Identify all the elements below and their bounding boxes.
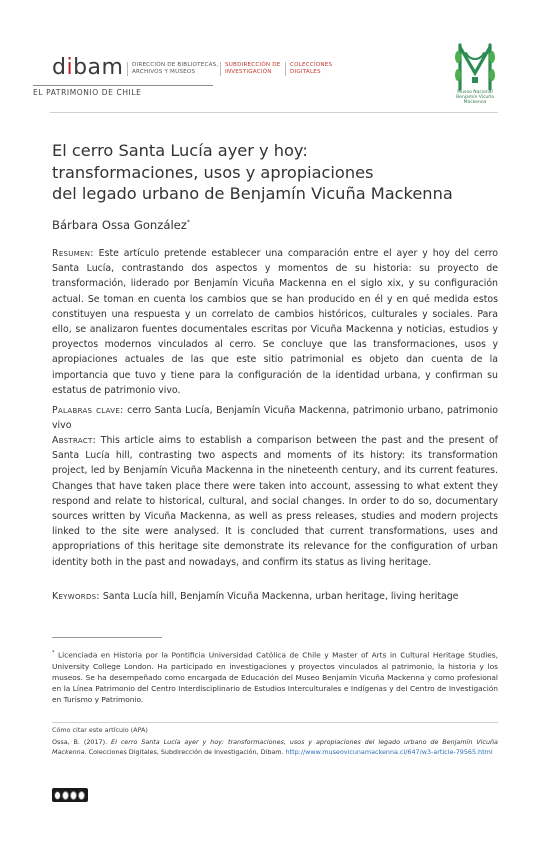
abstract-label: Abstract:: [52, 435, 97, 446]
citation-title: El cerro Santa Lucía ayer y hoy: transformaciones, usos y apropiaciones del legado urbano de Benjamín Vicuña Mackenna.: [52, 738, 498, 756]
sa-circle-icon: [78, 791, 85, 800]
dibam-logo: [52, 55, 123, 80]
keywords: [52, 589, 498, 604]
nc-circle-icon: [70, 791, 77, 800]
citation-prefix: Ossa, B. (2017).: [52, 738, 108, 746]
footnote-mark: *: [52, 650, 55, 656]
logo-bam: bam: [73, 55, 124, 80]
header-divider: [33, 85, 213, 86]
citation-link[interactable]: http://www.museovicunamackenna.cl/647/w3-article-79565.html: [285, 748, 493, 756]
footnote-text: Licenciada en Historia por la Pontificia Universidad Católica de Chile y Master of Arts in Cultural Heritage Studies, University College London. Ha participado en investigaciones y proyectos vinculados al patrimonio, la historia y los museos. Se ha desempeñado como encargada de Educación del Museo Benjamín Vicuña Mackenna y como profesional en la Línea Patrimonio del Centro Interdisciplinario de Estudios Interculturales e Indígenas y del Centro de Investigación en Turismo y Patrimonio.: [52, 650, 498, 705]
logo-i: i: [66, 55, 74, 80]
header-subdireccion: SUBDIRECCIÓN DE INVESTIGACIÓN: [220, 62, 287, 76]
citation-divider: [52, 722, 498, 723]
title-line-3: del legado urbano de Benjamín Vicuña Mackenna: [52, 184, 453, 203]
resumen-text: Este artículo pretende establecer una comparación entre el ayer y hoy del cerro Santa Lucía, contrastando dos aspectos y momentos de su historia: su proyecto de transformación, liderado por Benjamín Vicuña Mackenna en el siglo xix, y su configuración actual. Se toman en cuenta los cambios que se han producido en él y en qué medida estos constituyen una respuesta y un correlato de cambios históricos, culturales y sociales. Para ello, se analizaron fuentes documentales escritas por Vicuña Mackenna y noticias, estudios y proyectos modernos vinculados al cerro. Se concluye que las transformaciones, usos y apropiaciones actuales de las que este sitio patrimonial es objeto dan cuenta de la importancia que tuvo y tiene para la configuración de la identidad urbana, y confirman su estatus de patrimonio vivo.: [52, 248, 498, 396]
author-name: [52, 218, 190, 232]
museo-caption: Museo Nacional Benjamín Vicuña Mackenna: [456, 90, 494, 105]
author-footnote-mark: *: [186, 219, 190, 227]
keywords-label: Keywords:: [52, 591, 100, 602]
resumen-label: Resumen:: [52, 248, 94, 259]
resumen-paragraph: [52, 246, 498, 398]
header-dibam-division: DIRECCIÓN DE BIBLIOTECAS, ARCHIVOS Y MUSEOS: [127, 62, 222, 76]
cc-circle-icon: [54, 791, 61, 800]
creative-commons-icon: [52, 788, 88, 802]
citation-suffix: Colecciones Digitales, Subdirección de Investigación, Dibam.: [88, 748, 284, 756]
abstract-text: This article aims to establish a comparison between the past and the present of Santa Lucía hill, contrasting two aspects and moments of its history: its transformation project, led by Benjamín Vicuña Mackenna in the nineteenth century, and its current features. Changes that have taken place there were taken into account, assessing to what extent they respond and relate to historical, cultural, and social changes. In order to do so, documentary sources written by Vicuña Mackenna, as well as press releases, studies and modern projects linked to the site were analysed. It is concluded that current transformations, uses and appropriations of this heritage site demonstrate its relevance for the configuration of urban identity both in the past and nowadays, and confirm its status as living heritage.: [52, 435, 498, 568]
header-colecciones: COLECCIONES DIGITALES: [285, 62, 352, 76]
citation-heading: Cómo citar este artículo (APA): [52, 726, 148, 734]
author-text: Bárbara Ossa González: [52, 218, 187, 232]
abstract-paragraph: [52, 433, 498, 570]
top-divider: [50, 112, 498, 113]
palabras-label: Palabras clave:: [52, 405, 124, 416]
keywords-text: Santa Lucía hill, Benjamín Vicuña Mackenna, urban heritage, living heritage: [102, 591, 459, 602]
by-circle-icon: [62, 791, 69, 800]
citation-text: [52, 737, 498, 757]
footnote-divider: [52, 637, 162, 638]
author-footnote: [52, 648, 498, 705]
palabras-clave: [52, 403, 498, 433]
title-line-1: El cerro Santa Lucía ayer y hoy:: [52, 141, 308, 160]
title-line-2: transformaciones, usos y apropiaciones: [52, 162, 374, 182]
logo-d: d: [52, 55, 67, 80]
article-title: [52, 140, 492, 205]
palabras-text: cerro Santa Lucía, Benjamín Vicuña Mackenna, patrimonio urbano, patrimonio vivo: [52, 405, 499, 432]
patrimonio-tagline: EL PATRIMONIO DE CHILE: [33, 88, 142, 97]
